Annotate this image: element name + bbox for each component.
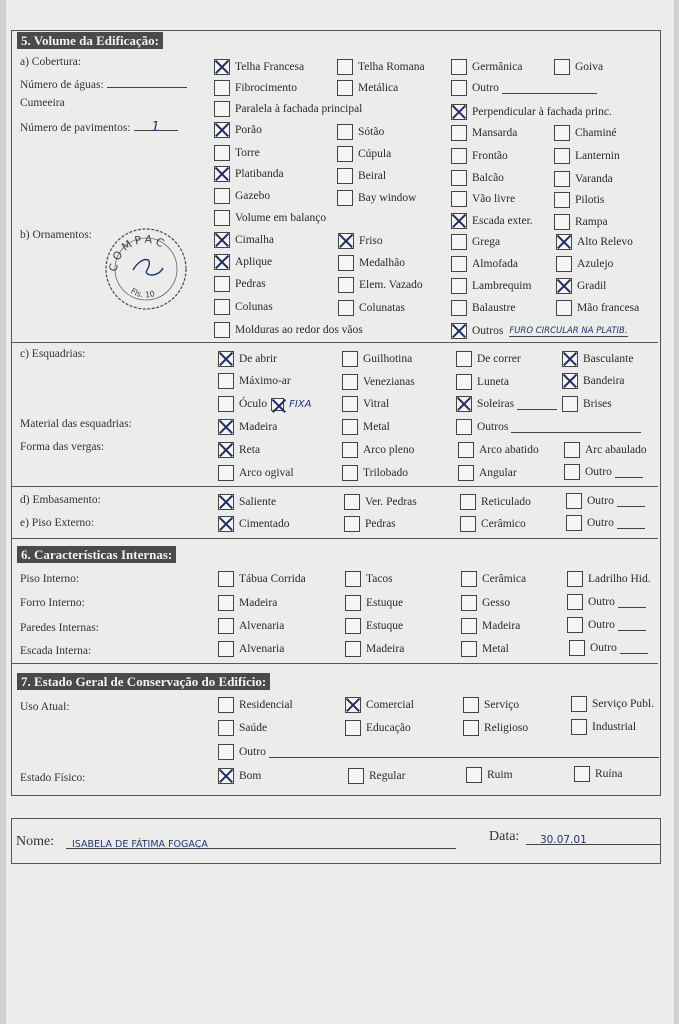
option-paralela[interactable]: Paralela à fachada principal xyxy=(214,100,362,118)
nome-field[interactable] xyxy=(66,834,456,849)
checkbox[interactable] xyxy=(451,256,467,272)
option-outro-paredes[interactable]: Outro xyxy=(567,616,646,634)
checkbox[interactable] xyxy=(554,171,570,187)
option-fibrocimento[interactable]: Fibrocimento xyxy=(214,79,297,97)
option-gazebo[interactable]: Gazebo xyxy=(214,187,270,205)
checkbox[interactable] xyxy=(218,373,234,389)
checkbox[interactable] xyxy=(337,124,353,140)
checkbox[interactable] xyxy=(342,374,358,390)
option-colunatas[interactable]: Colunatas xyxy=(338,299,405,317)
stamp-top-text: COMPAC xyxy=(106,232,169,273)
option-outro-vergas[interactable]: Outro xyxy=(564,463,643,481)
stamp-signature xyxy=(133,260,163,276)
vergas-label: Forma das vergas: xyxy=(20,441,105,453)
option-oculo[interactable]: Óculo FIXA xyxy=(218,395,312,413)
checkbox[interactable] xyxy=(338,300,354,316)
checkbox[interactable] xyxy=(345,618,361,634)
ornamentos-label: b) Ornamentos: xyxy=(20,229,92,241)
checkbox[interactable] xyxy=(461,595,477,611)
option-telha-francesa[interactable]: Telha Francesa xyxy=(214,58,304,76)
option-ver-pedras[interactable]: Ver. Pedras xyxy=(344,493,417,511)
checkbox[interactable] xyxy=(567,617,583,633)
checkbox[interactable] xyxy=(218,697,234,713)
checkbox[interactable] xyxy=(214,122,230,138)
option-grega[interactable]: Grega xyxy=(451,233,500,251)
esquadrias-label: c) Esquadrias: xyxy=(20,348,86,360)
option-angular[interactable]: Angular xyxy=(458,464,517,482)
uso-atual-label: Uso Atual: xyxy=(20,701,70,713)
checkbox[interactable] xyxy=(554,125,570,141)
checkbox[interactable] xyxy=(566,515,582,531)
pavimentos-value: 1 xyxy=(151,120,160,135)
option-metal-escada[interactable]: Metal xyxy=(461,640,509,658)
checkbox[interactable] xyxy=(463,720,479,736)
option-alvenaria-escada[interactable]: Alvenaria xyxy=(218,640,284,658)
option-estuque-paredes[interactable]: Estuque xyxy=(345,617,403,635)
option-elem-vazado[interactable]: Elem. Vazado xyxy=(338,276,423,294)
piso-externo-label: e) Piso Externo: xyxy=(20,517,95,529)
checkbox[interactable] xyxy=(214,145,230,161)
checkbox[interactable] xyxy=(451,191,467,207)
option-balcao[interactable]: Balcão xyxy=(451,169,504,187)
option-colunas[interactable]: Colunas xyxy=(214,298,273,316)
option-pedras-piso[interactable]: Pedras xyxy=(344,515,396,533)
checkbox[interactable] xyxy=(337,168,353,184)
option-platibanda[interactable]: Platibanda xyxy=(214,165,284,183)
checkbox[interactable] xyxy=(574,766,590,782)
divider xyxy=(12,538,658,539)
option-mansarda[interactable]: Mansarda xyxy=(451,124,517,142)
option-vao-livre[interactable]: Vão livre xyxy=(451,190,515,208)
checkbox[interactable] xyxy=(218,720,234,736)
checkbox[interactable] xyxy=(218,571,234,587)
option-madeira-forro[interactable]: Madeira xyxy=(218,594,277,612)
checkbox[interactable] xyxy=(571,696,587,712)
piso-interno-label: Piso Interno: xyxy=(20,573,80,585)
checkbox[interactable] xyxy=(214,232,230,248)
option-gradil[interactable]: Gradil xyxy=(556,277,606,295)
checkbox[interactable] xyxy=(458,442,474,458)
estado-fisico-label: Estado Físico: xyxy=(20,772,86,784)
checkbox[interactable] xyxy=(564,464,580,480)
option-ceramica[interactable]: Cerâmica xyxy=(461,570,526,588)
checkbox[interactable] xyxy=(342,419,358,435)
option-medalhao[interactable]: Medalhão xyxy=(338,254,405,272)
checkbox[interactable] xyxy=(342,351,358,367)
checkbox[interactable] xyxy=(461,618,477,634)
checkbox[interactable] xyxy=(456,351,472,367)
option-molduras[interactable]: Molduras ao redor dos vãos xyxy=(214,321,363,339)
option-azulejo[interactable]: Azulejo xyxy=(556,255,613,273)
stamp-bottom-text: Fls. 10 xyxy=(129,286,156,300)
option-madeira-esq[interactable]: Madeira xyxy=(218,418,277,436)
option-vitral[interactable]: Vitral xyxy=(342,395,389,413)
checkbox[interactable] xyxy=(451,300,467,316)
option-cimalha[interactable]: Cimalha xyxy=(214,231,274,249)
checkbox[interactable] xyxy=(218,465,234,481)
nome-label: Nome: xyxy=(16,834,55,849)
option-maximo-ar[interactable]: Máximo-ar xyxy=(218,372,291,390)
option-religioso[interactable]: Religioso xyxy=(463,719,528,737)
checkbox[interactable] xyxy=(218,442,234,458)
divider xyxy=(12,663,658,664)
option-rampa[interactable]: Rampa xyxy=(554,213,608,231)
option-frontao[interactable]: Frontão xyxy=(451,147,508,165)
option-volume-balanco[interactable]: Volume em balanço xyxy=(214,209,326,227)
checkbox[interactable] xyxy=(562,396,578,412)
option-pilotis[interactable]: Pilotis xyxy=(554,191,604,209)
checkbox[interactable] xyxy=(451,278,467,294)
checkbox[interactable] xyxy=(342,396,358,412)
checkbox[interactable] xyxy=(214,254,230,270)
option-sotao[interactable]: Sótão xyxy=(337,123,384,141)
checkbox[interactable] xyxy=(214,166,230,182)
checkbox[interactable] xyxy=(337,146,353,162)
divider xyxy=(12,342,658,343)
checkbox[interactable] xyxy=(345,720,361,736)
checkbox[interactable] xyxy=(569,640,585,656)
checkbox[interactable] xyxy=(345,641,361,657)
checkbox[interactable] xyxy=(218,744,234,760)
option-perpendicular[interactable]: Perpendicular à fachada princ. xyxy=(451,103,612,121)
checkbox[interactable] xyxy=(556,278,572,294)
option-almofada[interactable]: Almofada xyxy=(451,255,518,273)
option-lambrequim[interactable]: Lambrequim xyxy=(451,277,531,295)
option-cupula[interactable]: Cúpula xyxy=(337,145,391,163)
option-porao[interactable]: Porão xyxy=(214,121,262,139)
option-arco-abatido[interactable]: Arco abatido xyxy=(458,441,539,459)
option-bandeira[interactable]: Bandeira xyxy=(562,372,625,390)
checkbox[interactable] xyxy=(218,351,234,367)
checkbox[interactable] xyxy=(451,125,467,141)
option-balaustre[interactable]: Balaustre xyxy=(451,299,515,317)
option-germanica[interactable]: Germânica xyxy=(451,58,522,76)
checkbox[interactable] xyxy=(345,595,361,611)
option-brises[interactable]: Brises xyxy=(562,395,612,413)
oculo-mark xyxy=(271,398,284,411)
checkbox[interactable] xyxy=(218,419,234,435)
checkbox[interactable] xyxy=(214,59,230,75)
embasamento-label: d) Embasamento: xyxy=(20,494,101,506)
section-5-title: 5. Volume da Edificação: xyxy=(17,32,163,49)
checkbox[interactable] xyxy=(451,59,467,75)
checkbox[interactable] xyxy=(460,516,476,532)
option-estuque-forro[interactable]: Estuque xyxy=(345,594,403,612)
option-escada-exter[interactable]: Escada exter. xyxy=(451,212,533,230)
checkbox[interactable] xyxy=(456,419,472,435)
data-value: 30.07.01 xyxy=(540,834,587,846)
checkbox[interactable] xyxy=(337,80,353,96)
option-industrial[interactable]: Industrial xyxy=(571,718,636,736)
option-outros-esq[interactable]: Outros xyxy=(456,418,641,436)
checkbox[interactable] xyxy=(214,188,230,204)
checkbox[interactable] xyxy=(567,594,583,610)
checkbox[interactable] xyxy=(451,80,467,96)
paredes-internas-label: Paredes Internas: xyxy=(20,622,99,634)
divider xyxy=(12,486,658,487)
option-goiva[interactable]: Goiva xyxy=(554,58,603,76)
material-label: Material das esquadrias: xyxy=(20,418,132,430)
option-ceramico[interactable]: Cerâmico xyxy=(460,515,526,533)
escada-interna-label: Escada Interna: xyxy=(20,645,92,657)
option-regular[interactable]: Regular xyxy=(348,767,405,785)
checkbox[interactable] xyxy=(554,148,570,164)
checkbox[interactable] xyxy=(456,396,472,412)
checkbox[interactable] xyxy=(554,192,570,208)
option-outro-agua[interactable]: Outro xyxy=(451,79,597,97)
data-field[interactable] xyxy=(526,830,660,845)
option-cimentado[interactable]: Cimentado xyxy=(218,515,289,533)
section-7-title: 7. Estado Geral de Conservação do Edifício: xyxy=(17,673,270,690)
oculo-value: FIXA xyxy=(289,398,312,410)
option-ruina[interactable]: Ruína xyxy=(574,765,622,783)
option-basculante[interactable]: Basculante xyxy=(562,350,633,368)
option-tabua-corrida[interactable]: Tábua Corrida xyxy=(218,570,306,588)
checkbox[interactable] xyxy=(556,300,572,316)
option-outro-embas[interactable]: Outro xyxy=(566,492,645,510)
option-gesso[interactable]: Gesso xyxy=(461,594,510,612)
checkbox[interactable] xyxy=(458,465,474,481)
option-residencial[interactable]: Residencial xyxy=(218,696,293,714)
pavimentos-label: Número de pavimentos: 1 xyxy=(20,120,178,134)
option-outro-escada[interactable]: Outro xyxy=(569,639,648,657)
option-madeira-paredes[interactable]: Madeira xyxy=(461,617,520,635)
svg-text:COMPAC xyxy=(107,233,169,273)
option-outro-uso[interactable]: Outro xyxy=(218,743,659,761)
option-servico-publ[interactable]: Serviço Publ. xyxy=(571,695,654,713)
option-ladrilho[interactable]: Ladrilho Hid. xyxy=(567,570,651,588)
option-outros-ornamentos[interactable]: Outros FURO CIRCULAR NA PLATIB. xyxy=(451,322,628,340)
checkbox[interactable] xyxy=(451,234,467,250)
option-aplique[interactable]: Aplique xyxy=(214,253,272,271)
compac-stamp xyxy=(103,226,189,312)
checkbox[interactable] xyxy=(451,213,467,229)
checkbox[interactable] xyxy=(451,148,467,164)
checkbox[interactable] xyxy=(554,59,570,75)
checkbox[interactable] xyxy=(214,299,230,315)
option-madeira-escada[interactable]: Madeira xyxy=(345,640,404,658)
checkbox[interactable] xyxy=(218,494,234,510)
option-arc-abaulado[interactable]: Arc abaulado xyxy=(564,441,647,459)
option-varanda[interactable]: Varanda xyxy=(554,170,613,188)
checkbox[interactable] xyxy=(460,494,476,510)
checkbox[interactable] xyxy=(342,465,358,481)
option-alvenaria-paredes[interactable]: Alvenaria xyxy=(218,617,284,635)
outros-ornamentos-value: FURO CIRCULAR NA PLATIB. xyxy=(509,325,628,336)
forro-interno-label: Forro Interno: xyxy=(20,597,85,609)
data-label: Data: xyxy=(489,829,520,844)
option-de-correr[interactable]: De correr xyxy=(456,350,521,368)
option-saliente[interactable]: Saliente xyxy=(218,493,276,511)
checkbox[interactable] xyxy=(466,767,482,783)
option-arco-ogival[interactable]: Arco ogival xyxy=(218,464,294,482)
checkbox[interactable] xyxy=(218,516,234,532)
checkbox[interactable] xyxy=(214,276,230,292)
option-educacao[interactable]: Educação xyxy=(345,719,411,737)
checkbox[interactable] xyxy=(562,373,578,389)
checkbox[interactable] xyxy=(214,210,230,226)
checkbox[interactable] xyxy=(451,104,467,120)
checkbox[interactable] xyxy=(344,516,360,532)
section-6-title: 6. Características Internas: xyxy=(17,546,176,563)
cumeeira-label: Cumeeira xyxy=(20,97,65,109)
option-outro-piso-ext[interactable]: Outro xyxy=(566,514,645,532)
option-trilobado[interactable]: Trilobado xyxy=(342,464,408,482)
checkbox[interactable] xyxy=(214,80,230,96)
option-guilhotina[interactable]: Guilhotina xyxy=(342,350,412,368)
checkbox[interactable] xyxy=(571,719,587,735)
option-alto-relevo[interactable]: Alto Relevo xyxy=(556,233,633,251)
checkbox[interactable] xyxy=(218,396,234,412)
option-reticulado[interactable]: Reticulado xyxy=(460,493,531,511)
option-tacos[interactable]: Tacos xyxy=(345,570,393,588)
checkbox[interactable] xyxy=(461,571,477,587)
cobertura-label: a) Cobertura: xyxy=(20,56,81,68)
checkbox[interactable] xyxy=(556,234,572,250)
checkbox[interactable] xyxy=(218,618,234,634)
checkbox[interactable] xyxy=(345,571,361,587)
checkbox[interactable] xyxy=(218,768,234,784)
checkbox[interactable] xyxy=(554,214,570,230)
nome-value: ISABELA DE FÁTIMA FOGAÇA xyxy=(72,839,208,850)
option-de-abrir[interactable]: De abrir xyxy=(218,350,277,368)
option-friso[interactable]: Friso xyxy=(338,232,383,250)
option-torre[interactable]: Torre xyxy=(214,144,260,162)
checkbox[interactable] xyxy=(337,59,353,75)
checkbox[interactable] xyxy=(337,190,353,206)
option-arco-pleno[interactable]: Arco pleno xyxy=(342,441,414,459)
checkbox[interactable] xyxy=(461,641,477,657)
option-beiral[interactable]: Beiral xyxy=(337,167,386,185)
checkbox[interactable] xyxy=(342,442,358,458)
option-servico[interactable]: Serviço xyxy=(463,696,519,714)
checkbox[interactable] xyxy=(348,768,364,784)
checkbox[interactable] xyxy=(218,595,234,611)
checkbox[interactable] xyxy=(562,351,578,367)
checkbox[interactable] xyxy=(566,493,582,509)
option-bay-window[interactable]: Bay window xyxy=(337,189,416,207)
option-metalica[interactable]: Metálica xyxy=(337,79,398,97)
checkbox[interactable] xyxy=(456,374,472,390)
checkbox[interactable] xyxy=(564,442,580,458)
option-chamine[interactable]: Chaminé xyxy=(554,124,617,142)
checkbox[interactable] xyxy=(451,323,467,339)
option-outro-forro[interactable]: Outro xyxy=(567,593,646,611)
checkbox[interactable] xyxy=(463,697,479,713)
option-luneta[interactable]: Luneta xyxy=(456,373,509,391)
option-mao-francesa[interactable]: Mão francesa xyxy=(556,299,639,317)
option-venezianas[interactable]: Venezianas xyxy=(342,373,415,391)
option-saude[interactable]: Saúde xyxy=(218,719,267,737)
option-pedras[interactable]: Pedras xyxy=(214,275,266,293)
option-ruim[interactable]: Ruim xyxy=(466,766,513,784)
checkbox[interactable] xyxy=(214,322,230,338)
option-lanternin[interactable]: Lanternin xyxy=(554,147,620,165)
aguas-label: Número de águas: xyxy=(20,77,187,91)
option-comercial[interactable]: Comercial xyxy=(345,696,414,714)
checkbox[interactable] xyxy=(345,697,361,713)
checkbox[interactable] xyxy=(567,571,583,587)
checkbox[interactable] xyxy=(344,494,360,510)
option-bom[interactable]: Bom xyxy=(218,767,261,785)
checkbox[interactable] xyxy=(214,101,230,117)
checkbox[interactable] xyxy=(451,170,467,186)
checkbox[interactable] xyxy=(338,233,354,249)
option-soleiras[interactable]: Soleiras xyxy=(456,395,557,413)
option-telha-romana[interactable]: Telha Romana xyxy=(337,58,425,76)
checkbox[interactable] xyxy=(556,256,572,272)
checkbox[interactable] xyxy=(338,277,354,293)
checkbox[interactable] xyxy=(218,641,234,657)
option-metal-esq[interactable]: Metal xyxy=(342,418,390,436)
checkbox[interactable] xyxy=(338,255,354,271)
option-reta[interactable]: Reta xyxy=(218,441,260,459)
